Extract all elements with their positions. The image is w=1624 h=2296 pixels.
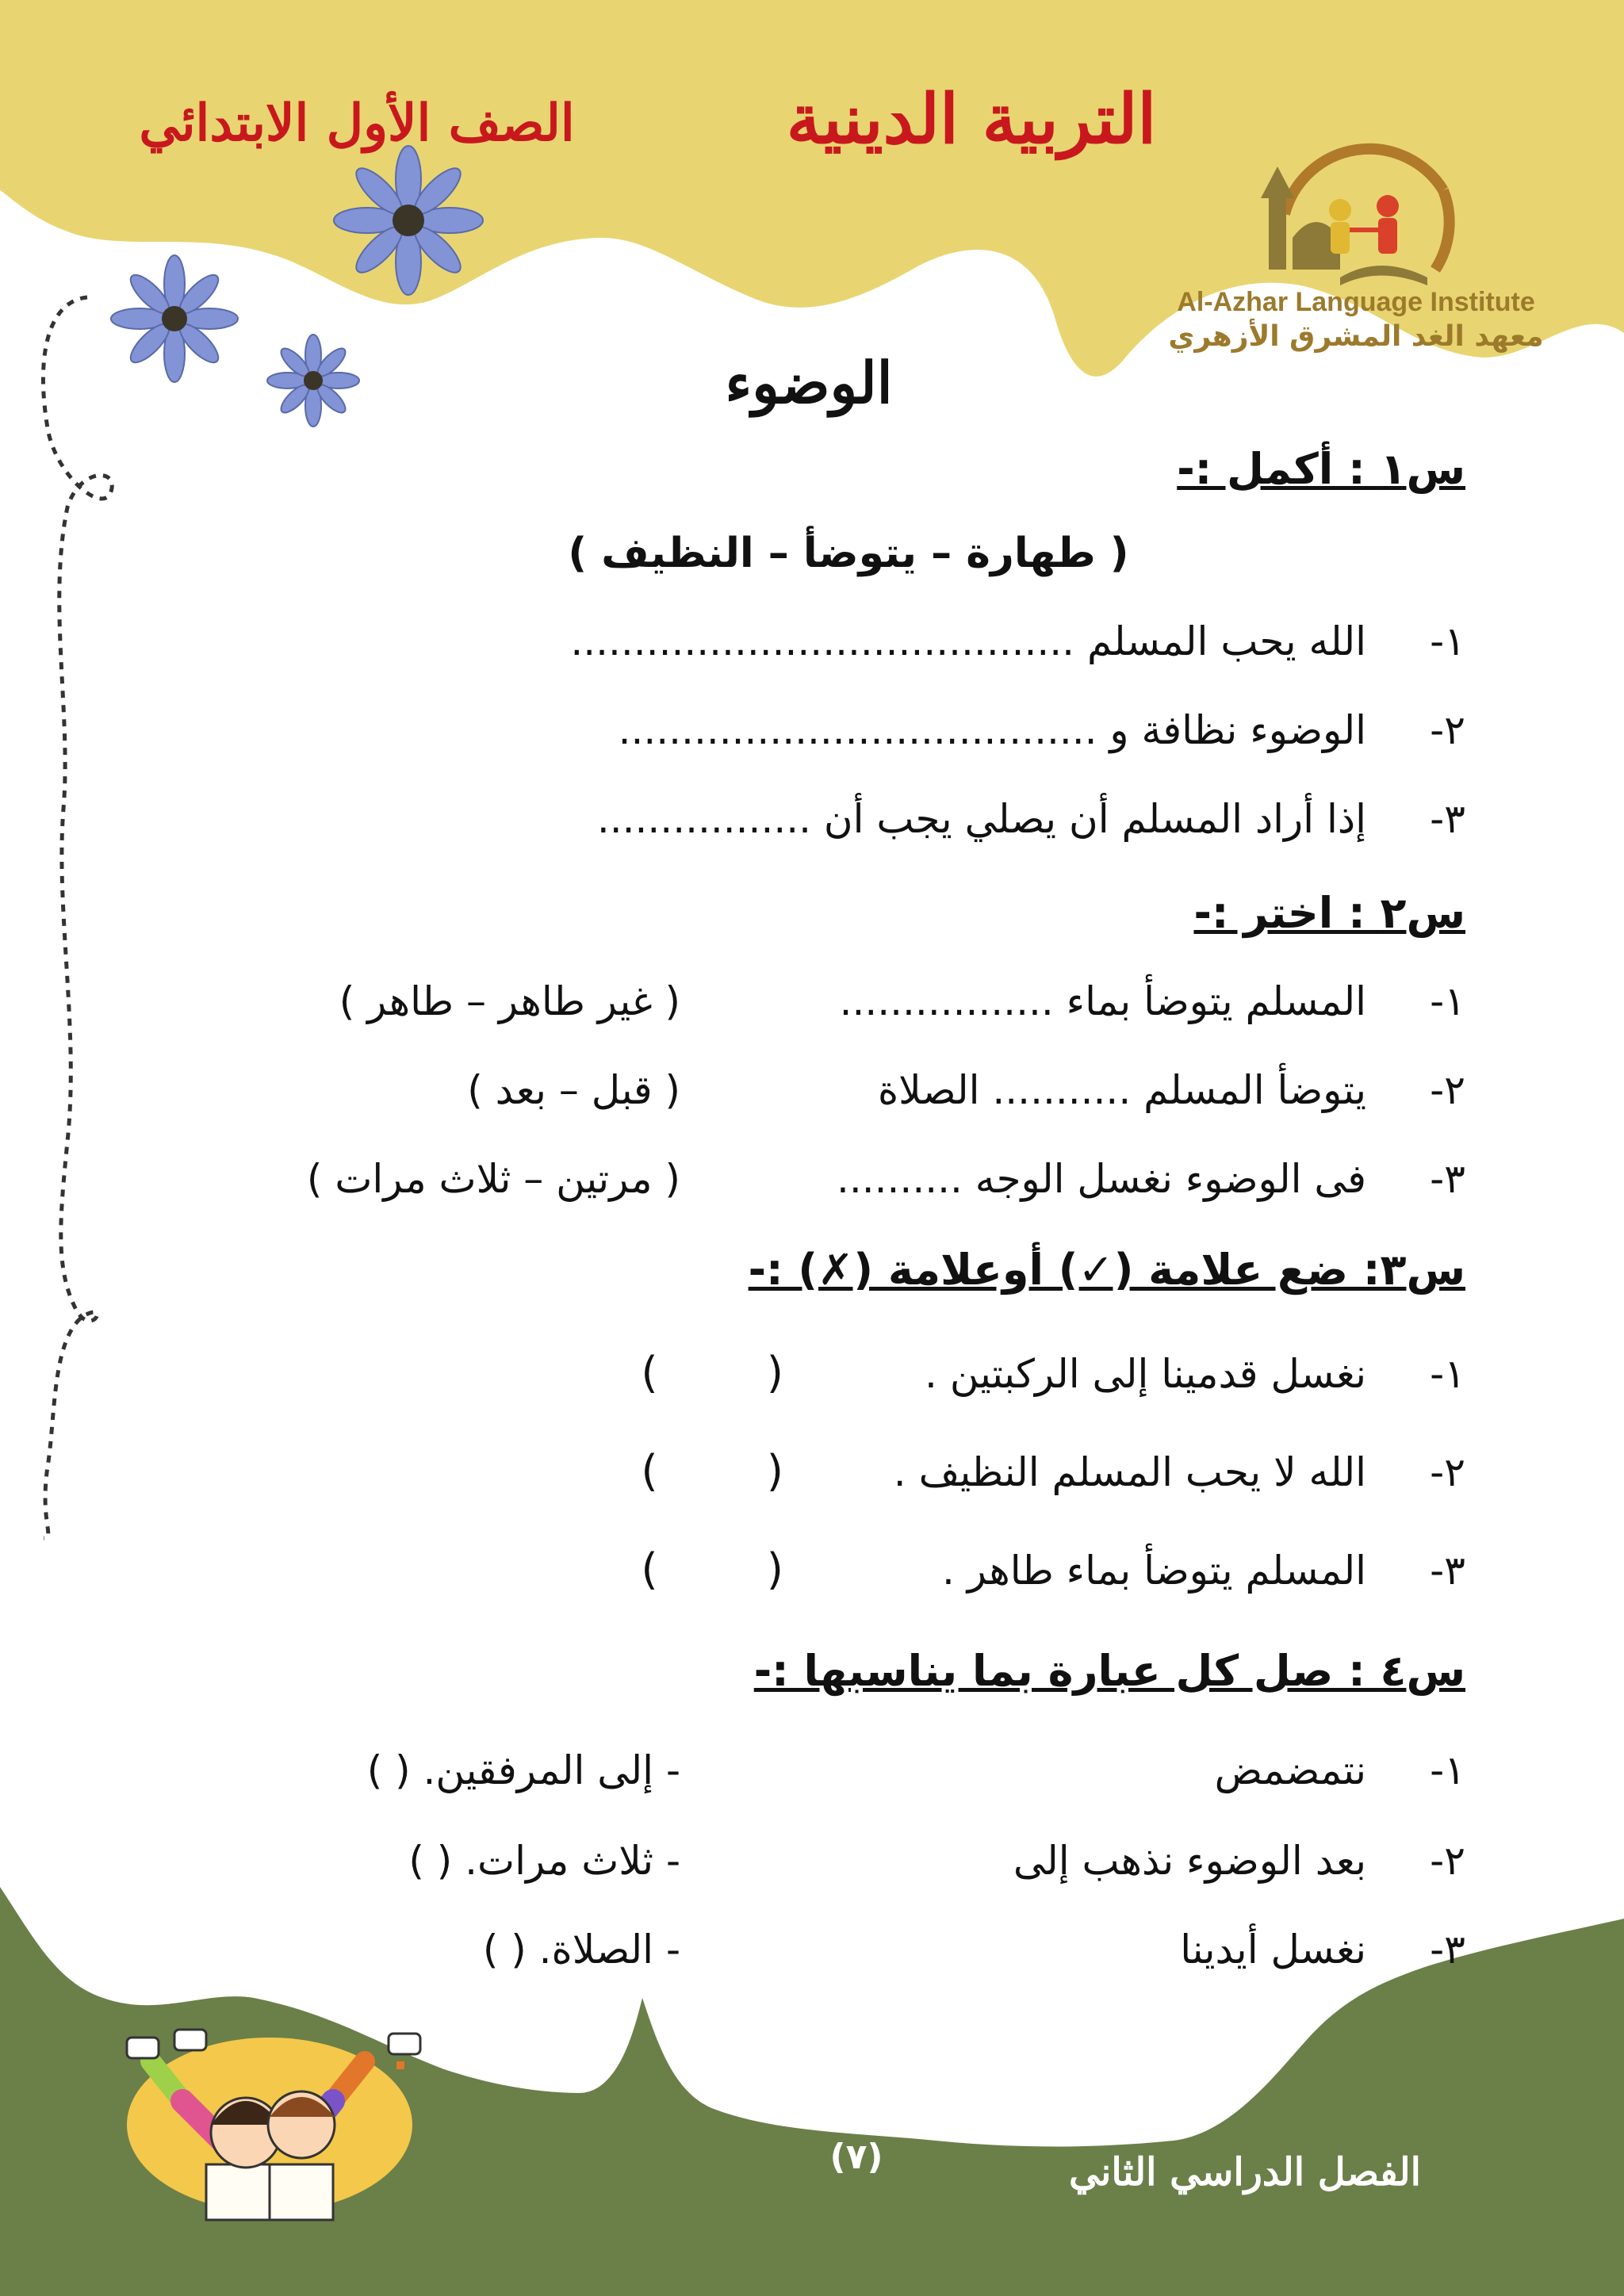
q4-heading: س٤ : صل كل عبارة بما يناسبها :-	[753, 1646, 1465, 1696]
q3-item-1-answer-box[interactable]: ( )	[641, 1348, 783, 1398]
q3-item-3-answer-box[interactable]: ( )	[641, 1544, 783, 1594]
q4-item-1-number: ١-	[1430, 1747, 1465, 1793]
q1-item-1-number: ١-	[1430, 618, 1465, 664]
q1-item-1-text: الله يحب المسلم ........................................	[570, 618, 1366, 664]
q1-item-3-text: إذا أراد المسلم أن يصلي يجب أن .................	[596, 796, 1366, 842]
q4-item-1-text: نتمضمض	[1214, 1747, 1366, 1793]
q3-item-2-answer-box[interactable]: ( )	[641, 1446, 783, 1496]
q3-item-3-text: المسلم يتوضأ بماء طاهر .	[941, 1548, 1366, 1594]
q3-item-1-number: ١-	[1430, 1351, 1465, 1397]
q2-heading: س٢ : اختر :-	[1193, 888, 1465, 938]
institute-name-ar: معهد الغد المشرق الأزهري	[1168, 320, 1544, 353]
q1-item-2-number: ٢-	[1430, 707, 1465, 753]
flower-medium	[111, 255, 238, 382]
flower-small	[267, 335, 359, 427]
q1-word-bank: ( طهارة – يتوضأ – النظيف )	[568, 530, 1129, 577]
q2-item-3-choices: ( مرتين – ثلاث مرات )	[306, 1156, 680, 1202]
q3-heading: س٣: ضع علامة (✓) أوعلامة (✗) :-	[748, 1245, 1465, 1295]
institute-name-en: Al-Azhar Language Institute	[1177, 287, 1535, 317]
q4-item-2-match: - ثلاث مرات. ( )	[408, 1838, 680, 1884]
q1-item-3-number: ٣-	[1430, 796, 1465, 842]
q2-item-1-choices: ( غير طاهر – طاهر )	[339, 978, 680, 1024]
page-number: (٧)	[829, 2137, 883, 2177]
q2-item-2-number: ٢-	[1430, 1067, 1465, 1113]
subject-title: التربية الدينية	[786, 79, 1157, 159]
q2-item-2-choices: ( قبل – بعد )	[467, 1067, 680, 1113]
q3-item-2-number: ٢-	[1430, 1449, 1465, 1495]
q4-item-2-number: ٢-	[1430, 1838, 1465, 1884]
q3-item-3-number: ٣-	[1430, 1548, 1465, 1594]
q2-item-1-text: المسلم يتوضأ بماء .................	[839, 978, 1366, 1024]
q4-item-1-match: - إلى المرفقين. ( )	[366, 1747, 680, 1793]
q2-item-2-text: يتوضأ المسلم ........... الصلاة	[877, 1067, 1366, 1113]
grade-title: الصف الأول الابتدائي	[139, 94, 575, 153]
q4-item-2-text: بعد الوضوء نذهب إلى	[1013, 1838, 1366, 1884]
q3-item-2-text: الله لا يحب المسلم النظيف .	[893, 1449, 1366, 1495]
q4-item-3-text: نغسل أيدينا	[1180, 1927, 1366, 1973]
q1-item-2-text: الوضوء نظافة و ......................................	[618, 707, 1366, 753]
q2-item-3-number: ٣-	[1430, 1156, 1465, 1202]
q2-item-3-text: فى الوضوء نغسل الوجه ..........	[836, 1156, 1366, 1202]
lesson-title: الوضوء	[725, 349, 893, 416]
q4-item-3-number: ٣-	[1430, 1927, 1465, 1973]
q4-item-3-match: - الصلاة. ( )	[482, 1927, 680, 1973]
q1-heading: س١ : أكمل :-	[1177, 444, 1465, 494]
semester-label: الفصل الدراسي الثاني	[1069, 2150, 1421, 2195]
q3-item-1-text: نغسل قدمينا إلى الركبتين .	[925, 1351, 1366, 1397]
q2-item-1-number: ١-	[1430, 978, 1465, 1024]
dashed-vine	[43, 297, 112, 1538]
